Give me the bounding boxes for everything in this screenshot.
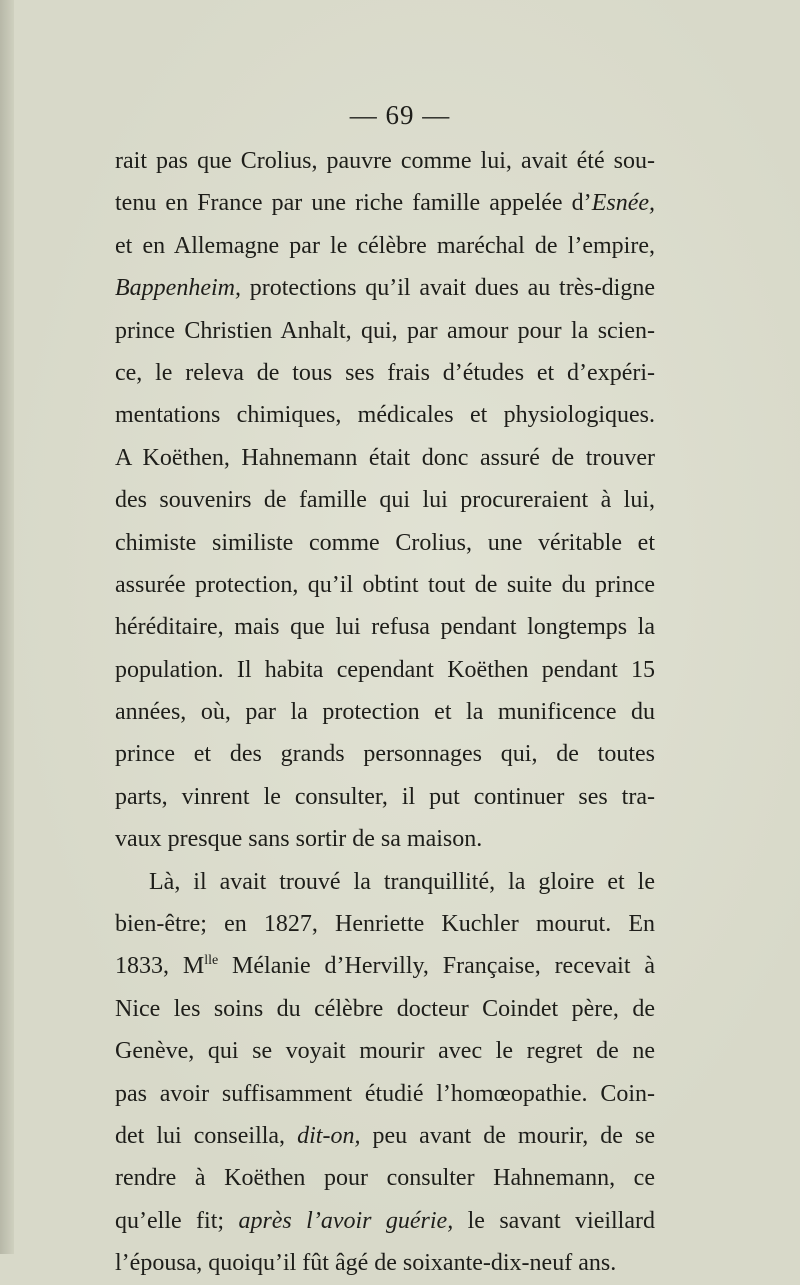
- text-line: [115, 182, 655, 224]
- text-line: héréditaire, mais que lui refusa pendant longtemps la: [115, 614, 655, 641]
- text-segment: qu’elle fit;: [115, 1207, 239, 1234]
- text-line: parts, vinrent le consulter, il put continuer ses tra-: [115, 783, 655, 810]
- page-spine-shadow: [0, 0, 14, 1254]
- text-line: [115, 267, 655, 309]
- body-text: [115, 140, 655, 1285]
- text-line: et en Allemagne par le célèbre maréchal de l’empire,: [115, 232, 655, 259]
- text-segment: protections qu’il avait dues au très-digne: [240, 275, 655, 302]
- text-line: pas avoir suffisamment étudié l’homœopathie. Coin-: [115, 1080, 655, 1107]
- text-line: bien-être; en 1827, Henriette Kuchler mourut. En: [115, 911, 655, 938]
- text-line: [115, 945, 655, 987]
- italic-name: Esnée,: [591, 190, 655, 217]
- text-line: Là, il avait trouvé la tranquillité, la gloire et le: [149, 868, 655, 895]
- text-line: assurée protection, qu’il obtint tout de suite du prince: [115, 571, 655, 598]
- text-line: ce, le releva de tous ses frais d’études et d’expéri-: [115, 359, 655, 386]
- text-line: Genève, qui se voyait mourir avec le regret de ne: [115, 1038, 655, 1065]
- text-line: vaux presque sans sortir de sa maison.: [115, 826, 483, 853]
- text-line: A Koëthen, Hahnemann était donc assuré de trouver: [115, 444, 655, 471]
- text-line: [115, 1200, 655, 1242]
- text-line: Nice les soins du célèbre docteur Coindet père, de: [115, 995, 655, 1022]
- text-segment: det lui conseilla,: [115, 1122, 298, 1149]
- text-segment: le savant vieillard: [453, 1207, 655, 1234]
- page-number: — 69 —: [349, 100, 451, 130]
- text-line: population. Il habita cependant Koëthen pendant 15: [115, 656, 655, 683]
- text-line: rait pas que Crolius, pauvre comme lui, avait été sou-: [115, 148, 655, 174]
- text-line: l’épousa, quoiqu’il fût âgé de soixante-dix-neuf ans.: [115, 1250, 617, 1277]
- text-segment: tenu en France par une riche famille appelée d’: [115, 190, 592, 217]
- text-line: des souvenirs de famille qui lui procureraient à lui,: [115, 487, 655, 514]
- superscript: lle: [204, 953, 219, 969]
- italic-phrase: dit-on,: [297, 1122, 361, 1149]
- text-line: [115, 1115, 655, 1157]
- text-line: rendre à Koëthen pour consulter Hahnemann, ce: [115, 1165, 655, 1192]
- text-segment: 1833, M: [115, 953, 205, 980]
- text-segment: peu avant de mourir, de se: [360, 1122, 655, 1149]
- text-line: prince Christien Anhalt, qui, par amour pour la scien-: [115, 317, 655, 344]
- text-line: chimiste similiste comme Crolius, une véritable et: [115, 529, 655, 556]
- text-segment: Mélanie d’Hervilly, Française, recevait à: [218, 953, 655, 980]
- text-line: mentations chimiques, médicales et physiologiques.: [115, 402, 655, 429]
- italic-phrase: après l’avoir guérie,: [238, 1207, 454, 1234]
- text-line: années, où, par la protection et la munificence du: [115, 699, 655, 726]
- italic-name: Bappenheim,: [115, 275, 241, 302]
- text-line: prince et des grands personnages qui, de toutes: [115, 741, 655, 768]
